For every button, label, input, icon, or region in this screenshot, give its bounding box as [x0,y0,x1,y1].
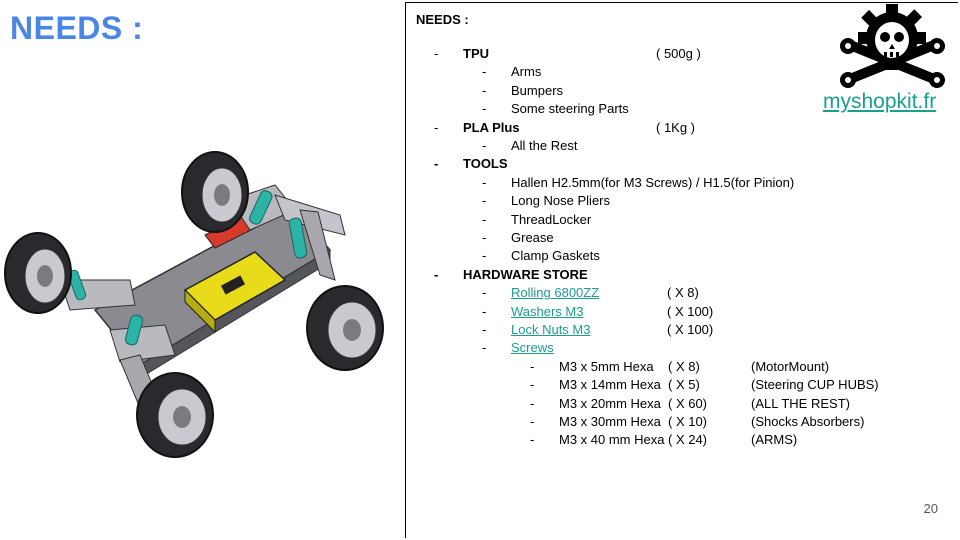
panel-heading: NEEDS : [416,12,469,27]
list-bullet: - [482,248,487,264]
item-note: (Shocks Absorbers) [751,414,865,429]
item-quantity: ( X 8) [668,358,700,374]
item-link[interactable]: Screws [511,340,554,356]
list-bullet: - [530,432,535,448]
list-bullet: - [530,395,535,411]
list-item: Clamp Gaskets [511,248,600,264]
item-quantity: ( X 100) [667,303,714,319]
item-note: (MotorMount) [751,358,830,374]
list-item: M3 x 5mm Hexa [559,358,654,374]
skull-gear-logo [840,2,945,92]
item-quantity: ( X 24) [668,432,708,448]
item-quantity: ( 500g ) [656,46,701,61]
item-quantity: ( X 10) [668,414,708,429]
list-item: Hallen H2.5mm(for M3 Screws) / H1.5(for Pinion) [511,174,795,190]
list-bullet: - [530,358,535,374]
list-bullet: - [482,193,487,209]
list-item: M3 x 20mm Hexa [559,395,661,411]
item-quantity: ( X 5) [668,377,700,393]
list-item: M3 x 30mm Hexa [559,414,661,429]
list-item: All the Rest [511,138,578,153]
list-item: PLA Plus [463,119,520,135]
list-item: M3 x 14mm Hexa [559,377,661,393]
list-bullet: - [530,414,535,429]
brand-link[interactable]: myshopkit.fr [823,90,937,113]
list-item: M3 x 40 mm Hexa [559,432,665,448]
list-item: Arms [511,64,542,80]
rc-car-illustration [0,140,400,470]
list-bullet: - [482,322,487,337]
list-bullet: - [434,156,439,172]
list-item: Bumpers [511,82,564,98]
item-link[interactable]: Washers M3 [511,303,584,319]
item-quantity: ( X 8) [667,285,699,301]
list-item: TOOLS [463,156,508,172]
slide-title: NEEDS : [10,10,144,46]
list-bullet: - [530,377,535,393]
list-item: TPU [463,46,489,61]
list-item: HARDWARE STORE [463,266,588,282]
list-item: Long Nose Pliers [511,193,610,209]
item-link[interactable]: Rolling 6800ZZ [511,285,600,301]
list-item: Grease [511,230,554,245]
list-item: ThreadLocker [511,211,592,227]
list-bullet: - [482,285,487,301]
list-bullet: - [482,101,487,117]
item-note: (ALL THE REST) [751,395,850,411]
item-quantity: ( X 100) [667,322,714,337]
item-note: (ARMS) [751,432,798,448]
list-bullet: - [482,211,487,227]
list-bullet: - [482,174,487,190]
page-number: 20 [923,501,938,516]
list-bullet: - [482,82,487,98]
list-bullet: - [434,46,439,61]
list-bullet: - [482,230,487,245]
list-bullet: - [434,266,439,282]
item-quantity: ( X 60) [668,395,708,411]
list-bullet: - [482,138,487,153]
list-item: Some steering Parts [511,101,629,117]
list-bullet: - [482,303,487,319]
item-link[interactable]: Lock Nuts M3 [511,322,591,337]
item-note: (Steering CUP HUBS) [751,377,879,393]
item-quantity: ( 1Kg ) [656,119,696,135]
list-bullet: - [482,340,487,356]
list-bullet: - [482,64,487,80]
list-bullet: - [434,119,439,135]
